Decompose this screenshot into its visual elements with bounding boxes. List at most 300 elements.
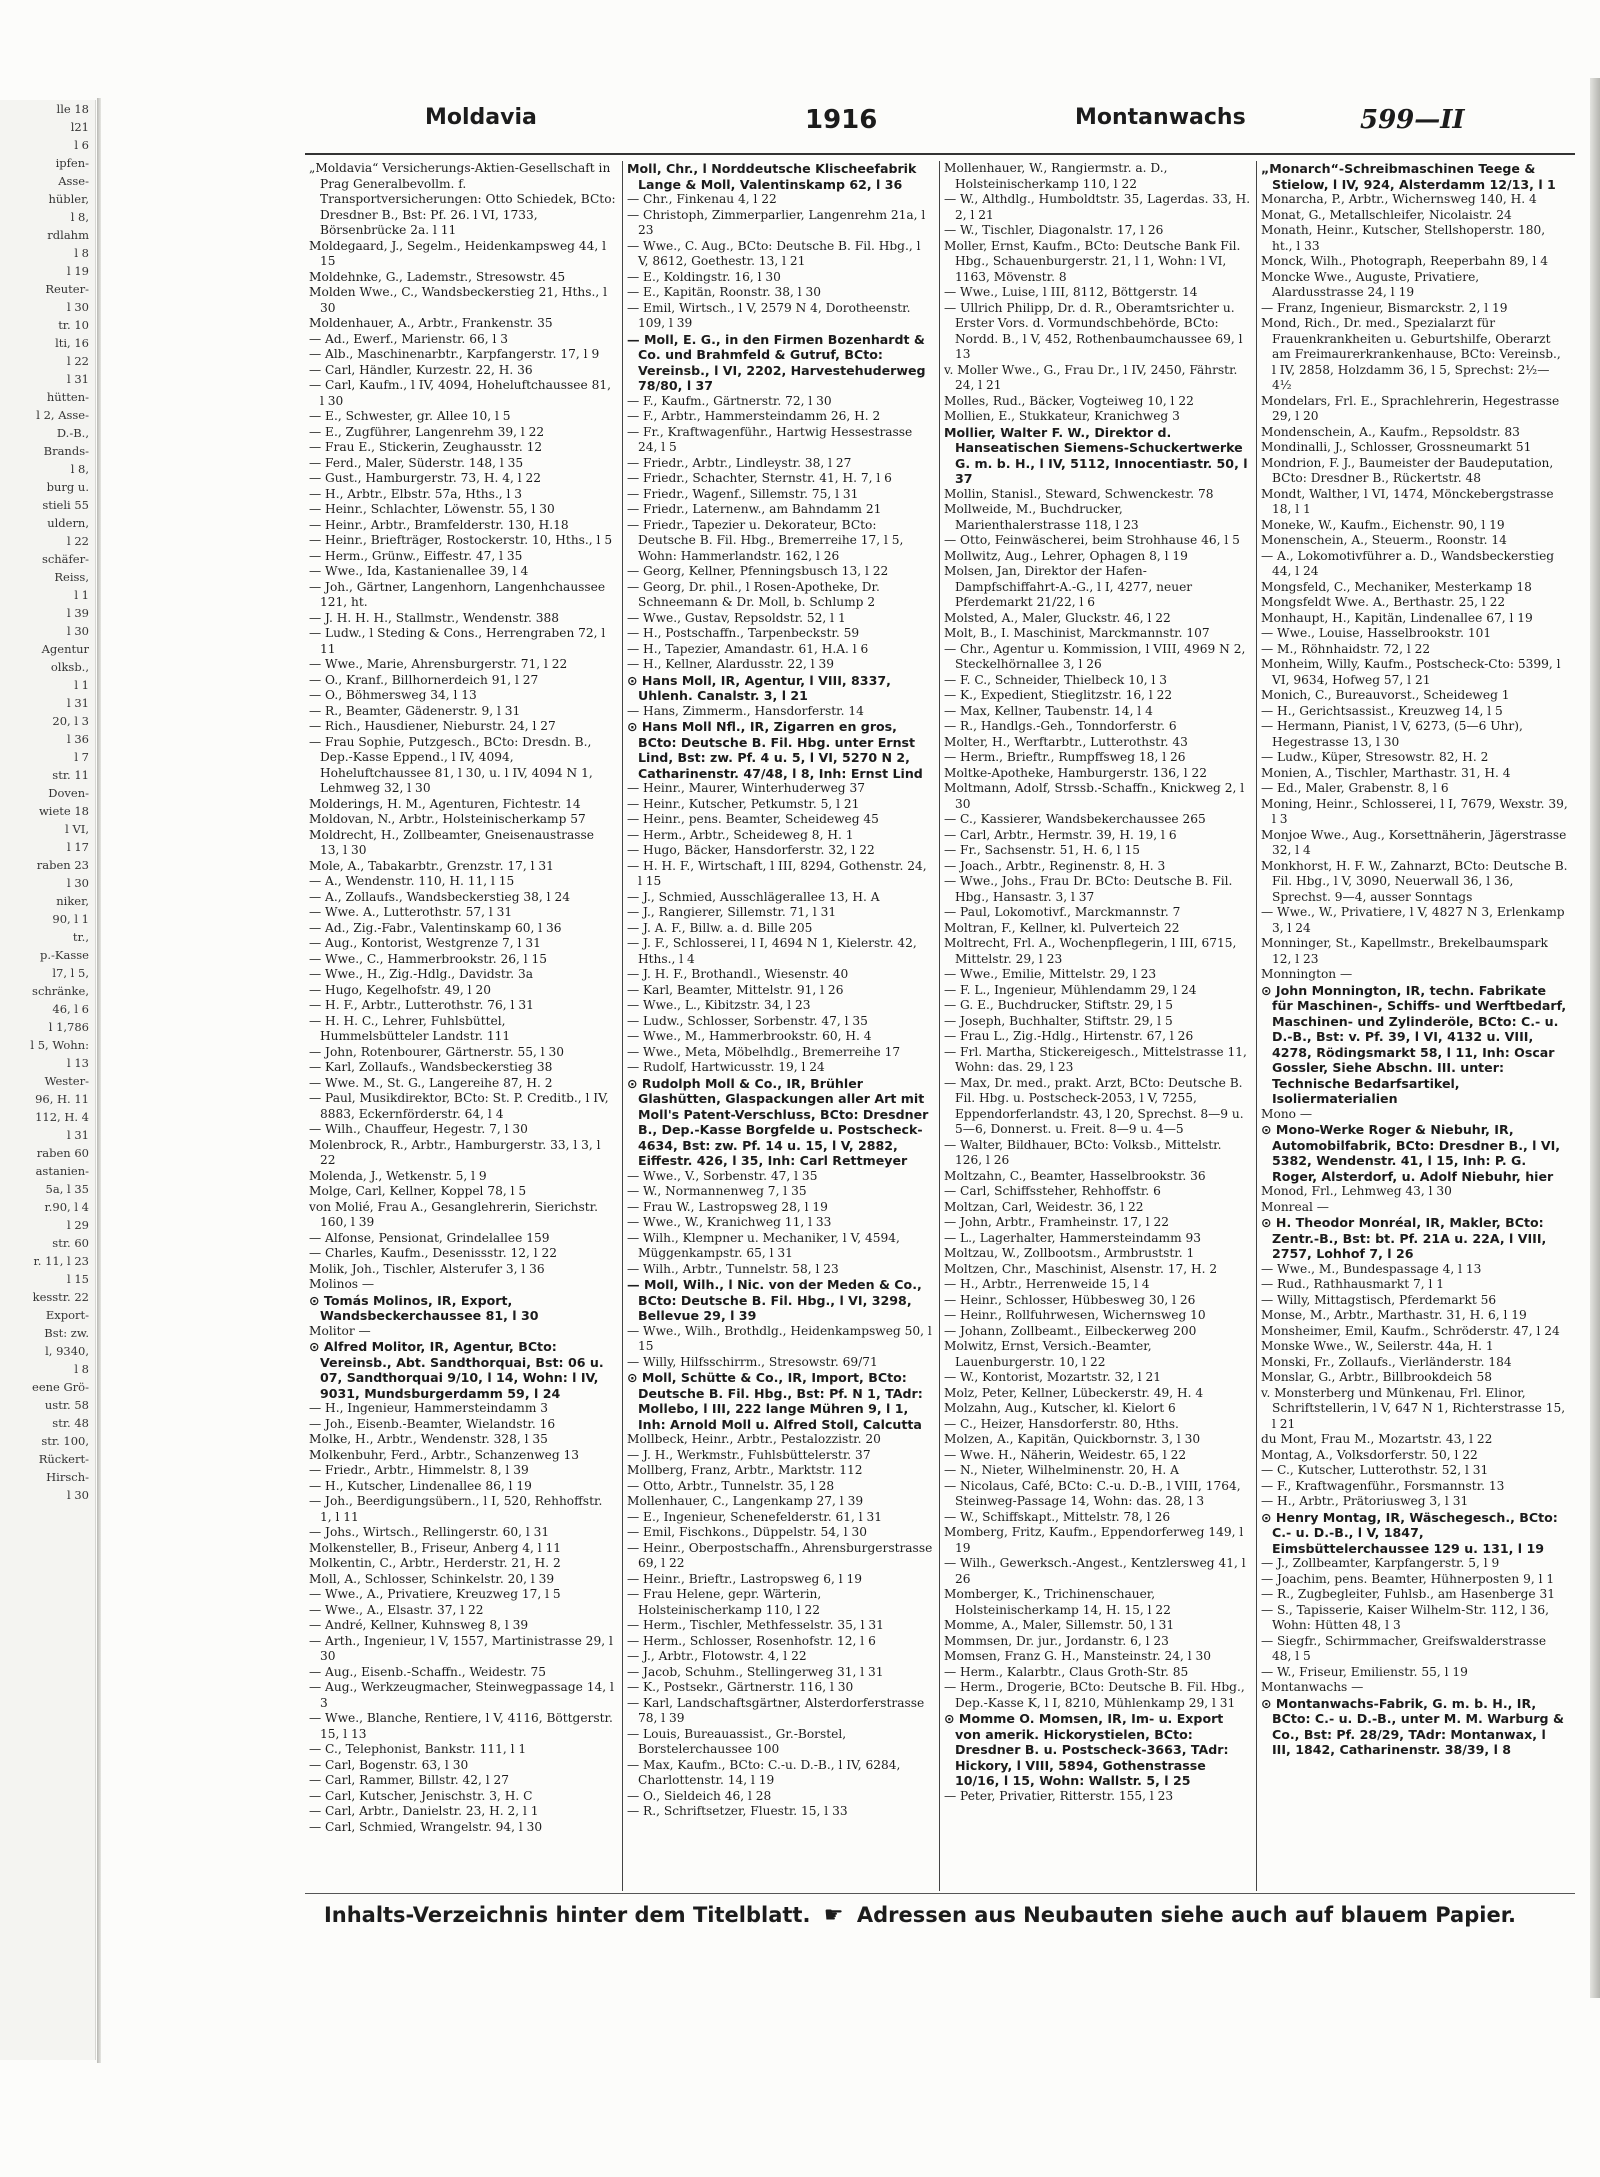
page-header xyxy=(125,105,1580,145)
directory-entry: — J., Arbtr., Flotowstr. 4, l 22 xyxy=(627,1649,807,1663)
directory-entry: — Wwe., L., Kibitzstr. 34, l 23 xyxy=(627,998,811,1012)
directory-entry: — R., Beamter, Gädenerstr. 9, l 31 xyxy=(309,703,521,718)
directory-entry: — J. H. H. H., Stallmstr., Wendenstr. 388 xyxy=(309,610,559,625)
directory-entry: — J. H., Werkmstr., Fuhlsbüttelerstr. 37 xyxy=(627,1447,871,1462)
directory-entry: — Max, Kaufm., BCto: C.-u. D.-B., l IV, 6284, Charlottenstr. 14, l 19 xyxy=(627,1757,901,1787)
directory-entry: Mondrion, F. J., Baumeister der Baudeputation, BCto: Dresdner B., Rückertstr. 48 xyxy=(1261,455,1554,485)
directory-entry: — Ed., Maler, Grabenstr. 8, l 6 xyxy=(1261,781,1449,795)
directory-entry: — Joh., Gärtner, Langenhorn, Langenhchaussee 121, ht. xyxy=(309,579,606,609)
directory-entry: Mollwitz, Aug., Lehrer, Ophagen 8, l 19 xyxy=(944,548,1188,563)
directory-entry: — W., Althdlg., Humboldtstr. 35, Lagerdas. 33, H. 2, l 21 xyxy=(944,192,1251,222)
directory-entry: — Wwe., H., Zig.-Hdlg., Davidstr. 3a xyxy=(309,967,534,981)
directory-entry: — Otto, Arbtr., Tunnelstr. 35, l 28 xyxy=(627,1478,835,1493)
strip-fragment: l 39 xyxy=(67,606,89,620)
column-1 xyxy=(305,161,622,1891)
directory-entry: Molinos — xyxy=(309,1277,375,1291)
directory-entry: — H., Tapezier, Amandastr. 61, H.A. l 6 xyxy=(627,641,869,656)
strip-fragment: niker, xyxy=(56,894,89,908)
directory-entry: — C., Heizer, Hansdorferstr. 80, Hths. xyxy=(944,1416,1179,1431)
directory-entry: — Heinr., pens. Beamter, Scheideweg 45 xyxy=(627,812,879,826)
directory-entry: — Ferd., Maler, Süderstr. 148, l 35 xyxy=(309,455,524,470)
strip-fragment: l, 9340, xyxy=(45,1344,89,1358)
directory-entry: — Frl. Martha, Stickereigesch., Mittelstrasse 11, Wohn: das. 29, l 23 xyxy=(944,1044,1247,1074)
directory-entry: — Friedr., Arbtr., Lindleystr. 38, l 27 xyxy=(627,455,852,470)
strip-fragment: hütten- xyxy=(46,390,89,404)
strip-fragment: 112, H. 4 xyxy=(35,1110,89,1124)
directory-entry: Monhaupt, H., Kapitän, Lindenallee 67, l 19 xyxy=(1261,610,1533,625)
directory-entry: — Ad., Zig.-Fabr., Valentinskamp 60, l 36 xyxy=(309,920,562,935)
strip-fragment: l 5, Wohn: xyxy=(30,1038,89,1052)
directory-entry: — Frau E., Stickerin, Zeughausstr. 12 xyxy=(309,440,543,454)
directory-entry: — F., Arbtr., Hammersteindamm 26, H. 2 xyxy=(627,409,881,423)
directory-entry: — F. C., Schneider, Thielbeck 10, l 3 xyxy=(944,672,1167,687)
directory-entry: — Johann, Zollbeamt., Eilbeckerweg 200 xyxy=(944,1323,1197,1338)
directory-entry: — Heinr., Briefträger, Rostockerstr. 10, Hths., l 5 xyxy=(309,533,613,547)
directory-entry: — Friedr., Laternenw., am Bahndamm 21 xyxy=(627,502,882,516)
directory-entry: — Wwe., A., Elsastr. 37, l 22 xyxy=(309,1602,484,1617)
directory-entry: — Wilh., Klempner u. Mechaniker, l V, 4594, Müggenkampstr. 65, l 31 xyxy=(627,1230,900,1260)
directory-entry: — Chr., Finkenau 4, l 22 xyxy=(627,192,777,206)
directory-entry: Moller, Ernst, Kaufm., BCto: Deutsche Bank Fil. Hbg., Schauenburgerstr. 21, l 1, Wohn: l VI, 1163, Mövenstr. 8 xyxy=(944,238,1241,284)
directory-entry: Mollien, E., Stukkateur, Kranichweg 3 xyxy=(944,409,1180,423)
strip-fragment: 46, l 6 xyxy=(52,1002,89,1016)
directory-entry: Mollweide, M., Buchdrucker, Marienthalerstrasse 118, l 23 xyxy=(944,502,1139,532)
directory-entry: — Wilh., Chauffeur, Hegestr. 7, l 30 xyxy=(309,1122,528,1136)
directory-entry: Monsheimer, Emil, Kaufm., Schröderstr. 47, l 24 xyxy=(1261,1323,1560,1338)
directory-entry: — Wwe., Emilie, Mittelstr. 29, l 23 xyxy=(944,967,1157,981)
previous-page-strip xyxy=(0,100,96,2060)
strip-fragment: raben 60 xyxy=(36,1146,89,1160)
directory-entry: — Carl, Kaufm., l IV, 4094, Hoheluftchaussee 81, l 30 xyxy=(309,378,611,408)
directory-entry: — Wwe., C. Aug., BCto: Deutsche B. Fil. Hbg., l V, 8612, Goethestr. 13, l 21 xyxy=(627,238,921,268)
directory-entry: Monck, Wilh., Photograph, Reeperbahn 89, l 4 xyxy=(1261,254,1548,268)
directory-entry: Molt, B., I. Maschinist, Marckmannstr. 107 xyxy=(944,626,1210,640)
directory-entry: Mond, Rich., Dr. med., Spezialarzt für Frauenkrankheiten u. Geburtshilfe, Oberarzt am Freimaurerkrankenhause, BCto: Vereinsb., l IV, 2858, Holzdamm 36, l 5, Sprechst: 2½—4½ xyxy=(1261,316,1561,392)
directory-entry: — O., Böhmersweg 34, l 13 xyxy=(309,688,477,702)
directory-entry: — W., Friseur, Emilienstr. 55, l 19 xyxy=(1261,1664,1468,1679)
directory-entry: — Chr., Agentur u. Kommission, l VIII, 4969 N 2, Steckelhörnallee 3, l 26 xyxy=(944,641,1246,671)
directory-entry: — S., Tapisserie, Kaiser Wilhelm-Str. 112, l 36, Wohn: Hütten 48, l 3 xyxy=(1261,1602,1549,1632)
directory-entry: Mommsen, Dr. jur., Jordanstr. 6, l 23 xyxy=(944,1633,1169,1648)
directory-page xyxy=(125,95,1580,2055)
directory-entry: — Rich., Hausdiener, Nieburstr. 24, l 27 xyxy=(309,719,556,733)
strip-fragment: l 29 xyxy=(67,1218,89,1232)
directory-entry: — Carl, Schiffssteher, Rehhoffstr. 6 xyxy=(944,1184,1161,1198)
directory-entry: Moll, Chr., l Norddeutsche Klischeefabrik Lange & Moll, Valentinskamp 62, l 36 xyxy=(627,161,917,192)
directory-entry: — Wilh., Gewerksch.-Angest., Kentzlersweg 41, l 26 xyxy=(944,1556,1246,1586)
directory-entry: Moltke-Apotheke, Hamburgerstr. 136, l 22 xyxy=(944,765,1208,780)
directory-entry: — Siegfr., Schirmmacher, Greifswalderstrasse 48, l 5 xyxy=(1261,1633,1547,1663)
directory-entry: ⊙ Mono-Werke Roger & Niebuhr, IR, Automobilfabrik, BCto: Dresdner B., l VI, 5382, Wendenstr. 41, l 15, Inh: P. G. Roger, Alsterdorf, u. Adolf Niebuhr, hier xyxy=(1261,1122,1561,1184)
strip-fragment: l 31 xyxy=(67,696,89,710)
directory-entry: — Otto, Feinwäscherei, beim Strohhause 46, l 5 xyxy=(944,533,1240,547)
strip-fragment: stieli 55 xyxy=(42,498,89,512)
directory-entry: — A., Lokomotivführer a. D., Wandsbeckerstieg 44, l 24 xyxy=(1261,548,1555,578)
strip-fragment: Agentur xyxy=(41,642,89,656)
directory-entry: — Alb., Maschinenarbtr., Karpfangerstr. 17, l 9 xyxy=(309,347,600,361)
column-4 xyxy=(1256,161,1573,1891)
directory-entry: — J., Schmied, Ausschlägerallee 13, H. A xyxy=(627,889,880,904)
directory-entry: — E., Kapitän, Roonstr. 38, l 30 xyxy=(627,285,822,299)
directory-entry: Momme, A., Maler, Sillemstr. 50, l 31 xyxy=(944,1618,1175,1632)
strip-fragment: p.-Kasse xyxy=(40,948,89,962)
strip-fragment: str. 48 xyxy=(52,1416,89,1430)
directory-entry: — Heinr., Brieftr., Lastropsweg 6, l 19 xyxy=(627,1571,862,1586)
pointing-hand-icon: ☛ xyxy=(823,1903,844,1928)
directory-entry: Molwitz, Ernst, Versich.-Beamter, Lauenburgerstr. 10, l 22 xyxy=(944,1339,1152,1369)
directory-entry: — W., Tischler, Diagonalstr. 17, l 26 xyxy=(944,223,1164,237)
directory-entry: — R., Schriftsetzer, Fluestr. 15, l 33 xyxy=(627,1804,848,1818)
directory-entry: Moldovan, N., Arbtr., Holsteinischerkamp 57 xyxy=(309,812,586,826)
strip-fragment: D.-B., xyxy=(56,426,89,440)
directory-entry: — M., Röhnhaidstr. 72, l 22 xyxy=(1261,641,1431,656)
directory-entry: Moning, Heinr., Schlosserei, l I, 7679, Wexstr. 39, l 3 xyxy=(1261,796,1568,826)
header-rule xyxy=(305,153,1575,155)
directory-entry: — L., Lagerhalter, Hammersteindamm 93 xyxy=(944,1230,1202,1245)
directory-entry: — H., Gerichtsassist., Kreuzweg 14, l 5 xyxy=(1261,703,1503,718)
directory-entry: Molz, Peter, Kellner, Lübeckerstr. 49, H. 4 xyxy=(944,1385,1204,1400)
directory-entry: — Heinr., Oberpostschaffn., Ahrensburgerstrasse 69, l 22 xyxy=(627,1540,933,1570)
directory-entry: — Heinr., Schlosser, Hübbesweg 30, l 26 xyxy=(944,1292,1196,1307)
directory-entry: — Heinr., Arbtr., Bramfelderstr. 130, H.18 xyxy=(309,517,569,532)
directory-entry: Molden Wwe., C., Wandsbeckerstieg 21, Hths., l 30 xyxy=(309,285,608,315)
directory-entry: — Hermann, Pianist, l V, 6273, (5—6 Uhr), Hegestrasse 13, l 30 xyxy=(1261,719,1523,749)
directory-entry: Mollbeck, Heinr., Arbtr., Pestalozzistr. 20 xyxy=(627,1432,881,1446)
strip-fragment: l 22 xyxy=(67,354,89,368)
directory-entry: — Wwe., Luise, l III, 8112, Böttgerstr. 14 xyxy=(944,285,1198,299)
directory-entry: Molkentin, C., Arbtr., Herderstr. 21, H. 2 xyxy=(309,1556,561,1570)
directory-entry: — W., Kontorist, Mozartstr. 32, l 21 xyxy=(944,1370,1162,1384)
directory-entry: Momsen, Franz G. H., Mansteinstr. 24, l 30 xyxy=(944,1649,1212,1663)
directory-entry: Monheim, Willy, Kaufm., Postscheck-Cto: 5399, l VI, 9634, Hofweg 57, l 21 xyxy=(1261,657,1561,687)
directory-entry: — Friedr., Schachter, Sternstr. 41, H. 7, l 6 xyxy=(627,471,892,485)
directory-entry: — Wwe., Johs., Frau Dr. BCto: Deutsche B. Fil. Hbg., Hansastr. 3, l 37 xyxy=(944,874,1233,904)
strip-fragment: eene Grö- xyxy=(32,1380,89,1394)
directory-entry: — Gust., Hamburgerstr. 73, H. 4, l 22 xyxy=(309,471,541,485)
directory-entry: — Alfonse, Pensionat, Grindelallee 159 xyxy=(309,1230,550,1245)
header-year: 1916 xyxy=(805,105,878,135)
directory-entry: ⊙ John Monnington, IR, techn. Fabrikate für Maschinen-, Schiffs- und Werftbedarf, Maschinen- und Zylinderöle, BCto: C.- u. D.-B., Bst: v. Pf. 39, l VI, 4132 u. VIII, 4278, Rödingsmarkt 58, l 11, Inh: Oscar Gossler, Siehe Abschn. III. unter: Technische Bedarfsartikel, Isoliermaterialien xyxy=(1261,982,1567,1106)
strip-fragment: Hirsch- xyxy=(46,1470,89,1484)
strip-fragment: tr., xyxy=(72,930,89,944)
directory-entry: — Wwe. A., Lutterothstr. 57, l 31 xyxy=(309,905,513,919)
directory-entry: — Joseph, Buchhalter, Stiftstr. 29, l 5 xyxy=(944,1013,1173,1028)
directory-entry: — F., Kaufm., Gärtnerstr. 72, l 30 xyxy=(627,393,832,408)
directory-entry: — Heinr., Rollfuhrwesen, Wichernsweg 10 xyxy=(944,1308,1206,1322)
strip-fragment: uldern, xyxy=(47,516,89,530)
directory-entry: ⊙ Rudolph Moll & Co., IR, Brühler Glashütten, Glaspackungen aller Art mit Moll's Patent-Verschluss, BCto: Dresdner B., Dep.-Kasse Borgfelde u. Postscheck-4634, Bst: zw. Pf. 14 u. 15, l V, 2882, Eiffestr. 426, l 35, Inh: Carl Rettmeyer xyxy=(627,1075,929,1168)
strip-fragment: kesstr. 22 xyxy=(32,1290,89,1304)
strip-fragment: l 8, xyxy=(70,462,89,476)
page-number: 599—II xyxy=(1360,105,1465,135)
directory-entry: ⊙ Hans Moll, IR, Agentur, l VIII, 8337, Uhlenh. Canalstr. 3, l 21 xyxy=(627,672,891,703)
strip-fragment: l 8 xyxy=(74,1362,89,1376)
strip-fragment: l 30 xyxy=(67,624,89,638)
directory-entry: — A., Wendenstr. 110, H. 11, l 15 xyxy=(309,874,515,888)
directory-entry: — J. F., Schlosserei, l I, 4694 N 1, Kielerstr. 42, Hths., l 4 xyxy=(627,936,917,966)
directory-entry: Mondt, Walther, l VI, 1474, Mönckebergstrasse 18, l 1 xyxy=(1261,486,1554,516)
directory-entry: — Aug., Eisenb.-Schaffn., Weidestr. 75 xyxy=(309,1664,547,1679)
page-footer xyxy=(270,1903,1570,1928)
directory-entry: — Hugo, Bäcker, Hansdorferstr. 32, l 22 xyxy=(627,843,875,857)
directory-entry: Moldegaard, J., Segelm., Heidenkampsweg 44, l 15 xyxy=(309,238,606,268)
directory-entry: — Ullrich Philipp, Dr. d. R., Oberamtsrichter u. Erster Vors. d. Vormundschbehörde, BCto: Nordd. B., l V, 452, Rothenbaumchaussee 69, l 13 xyxy=(944,300,1243,361)
header-right-keyword: Montanwachs xyxy=(1075,105,1246,130)
directory-entry: Moltmann, Adolf, Strssb.-Schaffn., Knickweg 2, l 30 xyxy=(944,781,1245,811)
directory-entry: — W., Normannenweg 7, l 35 xyxy=(627,1184,807,1198)
directory-entry: ⊙ Momme O. Momsen, IR, Im- u. Export von amerik. Hickorystielen, BCto: Dresdner B. u. Postscheck-3663, TAdr: Hickory, l VIII, 5894, Gothenstrasse 10/16, l 15, Wohn: Wallstr. 5, l 25 xyxy=(944,1711,1229,1788)
directory-entry: — Ludw., l Steding & Cons., Herrengraben 72, l 11 xyxy=(309,626,606,656)
directory-entry: — E., Zugführer, Langenrehm 39, l 22 xyxy=(309,424,545,439)
directory-entry: — C., Kutscher, Lutterothstr. 52, l 31 xyxy=(1261,1463,1489,1477)
directory-entry: — Walter, Bildhauer, BCto: Volksb., Mittelstr. 126, l 26 xyxy=(944,1137,1222,1167)
directory-entry: Molkenbuhr, Ferd., Arbtr., Schanzenweg 13 xyxy=(309,1447,580,1462)
directory-entry: ⊙ Moll, Schütte & Co., IR, Import, BCto: Deutsche B. Fil. Hbg., Bst: Pf. N 1, TAdr: Mollebo, l III, 222 lange Mühren 9, l 1, Inh: Arnold Moll u. Alfred Stoll, Calcutta xyxy=(627,1370,923,1432)
directory-entry: — O., Kranf., Billhornerdeich 91, l 27 xyxy=(309,672,539,687)
directory-entry: — John, Rotenbourer, Gärtnerstr. 55, l 30 xyxy=(309,1044,565,1059)
directory-entry: — Karl, Landschaftsgärtner, Alsterdorferstrasse 78, l 39 xyxy=(627,1695,925,1725)
directory-entry: — Christoph, Zimmerparlier, Langenrehm 21a, l 23 xyxy=(627,207,926,237)
directory-entry: — Joh., Eisenb.-Beamter, Wielandstr. 16 xyxy=(309,1416,556,1431)
directory-entry: Moltran, F., Kellner, kl. Pulverteich 22 xyxy=(944,920,1180,935)
directory-entry: — Moll, Wilh., l Nic. von der Meden & Co., BCto: Deutsche B. Fil. Hbg., l VI, 3298, Bellevue 29, l 39 xyxy=(627,1277,922,1323)
strip-fragment: schäfer- xyxy=(41,552,89,566)
directory-entry: — Frau Helene, gepr. Wärterin, Holsteinischerkamp 110, l 22 xyxy=(627,1587,822,1617)
directory-entry: Moltzan, Carl, Weidestr. 36, l 22 xyxy=(944,1199,1144,1214)
footer-new-buildings-note: Adressen aus Neubauten siehe auch auf blauem Papier. xyxy=(856,1903,1517,1927)
directory-entry: — Wwe., Gustav, Repsoldstr. 52, l 1 xyxy=(627,610,846,625)
directory-entry: Monarcha, P., Arbtr., Wichernsweg 140, H. 4 xyxy=(1261,192,1537,206)
strip-fragment: wiete 18 xyxy=(38,804,89,818)
directory-entry: — Carl, Schmied, Wrangelstr. 94, l 30 xyxy=(309,1819,543,1834)
directory-entry: — K., Expedient, Stieglitzstr. 16, l 22 xyxy=(944,688,1173,702)
directory-entry: von Molié, Frau A., Gesanglehrerin, Sierichstr. 160, l 39 xyxy=(309,1199,599,1229)
strip-fragment: l 8, xyxy=(70,210,89,224)
directory-entry: Moltrecht, Frl. A., Wochenpflegerin, l III, 6715, Mittelstr. 29, l 23 xyxy=(944,936,1237,966)
directory-entry: — Fr., Kraftwagenführ., Hartwig Hessestrasse 24, l 5 xyxy=(627,424,913,454)
directory-entry: — Wwe. M., St. G., Langereihe 87, H. 2 xyxy=(309,1075,553,1090)
directory-columns xyxy=(305,161,1575,1891)
strip-fragment: l 7 xyxy=(74,750,89,764)
strip-fragment: l 1 xyxy=(74,588,89,602)
directory-entry: — Nicolaus, Café, BCto: C.-u. D.-B., l VIII, 1764, Steinweg-Passage 14, Wohn: das. 28, l 3 xyxy=(944,1478,1241,1508)
directory-entry: Moltzau, W., Zollbootsm., Armbruststr. 1 xyxy=(944,1246,1195,1260)
directory-entry: — Franz, Ingenieur, Bismarckstr. 2, l 19 xyxy=(1261,300,1508,315)
strip-fragment: astanien- xyxy=(35,1164,89,1178)
directory-entry: — Carl, Kutscher, Jenischstr. 3, H. C xyxy=(309,1788,533,1803)
directory-entry: „Monarch“-Schreibmaschinen Teege & Stielow, l IV, 924, Alsterdamm 12/13, l 1 xyxy=(1261,161,1556,192)
directory-entry: Molter, H., Werftarbtr., Lutterothstr. 43 xyxy=(944,734,1188,749)
column-2 xyxy=(622,161,939,1891)
directory-entry: Momberg, Fritz, Kaufm., Eppendorferweg 149, l 19 xyxy=(944,1525,1244,1555)
directory-entry: — J., Rangierer, Sillemstr. 71, l 31 xyxy=(627,905,837,919)
directory-entry: ⊙ Tomás Molinos, IR, Export, Wandsbeckerchaussee 81, l 30 xyxy=(309,1292,539,1323)
directory-entry: — Louis, Bureauassist., Gr.-Borstel, Borstelerchaussee 100 xyxy=(627,1726,847,1756)
directory-entry: — Emil, Wirtsch., l V, 2579 N 4, Dorotheenstr. 109, l 39 xyxy=(627,300,911,330)
strip-fragment: r.90, l 4 xyxy=(44,1200,89,1214)
directory-entry: — E., Schwester, gr. Allee 10, l 5 xyxy=(309,409,511,423)
directory-entry: — Carl, Bogenstr. 63, l 30 xyxy=(309,1757,469,1772)
directory-entry: Momberger, K., Trichinenschauer, Holsteinischerkamp 14, H. 15, l 22 xyxy=(944,1587,1171,1617)
directory-entry: — Johs., Wirtsch., Rellingerstr. 60, l 31 xyxy=(309,1525,550,1539)
strip-fragment: hübler, xyxy=(48,192,89,206)
strip-fragment: l 22 xyxy=(67,534,89,548)
directory-entry: — Wwe., Louise, Hasselbrookstr. 101 xyxy=(1261,626,1492,640)
directory-entry: Mollenhauer, C., Langenkamp 27, l 39 xyxy=(627,1494,864,1508)
directory-entry: — Georg, Dr. phil., l Rosen-Apotheke, Dr. Schneemann & Dr. Moll, b. Schlump 2 xyxy=(627,579,880,609)
directory-entry: Moldenhauer, A., Arbtr., Frankenstr. 35 xyxy=(309,316,553,330)
strip-fragment: Brands- xyxy=(43,444,89,458)
strip-fragment: 5a, l 35 xyxy=(45,1182,89,1196)
directory-entry: — Wwe., W., Kranichweg 11, l 33 xyxy=(627,1215,832,1229)
directory-entry: Monich, C., Bureauvorst., Scheideweg 1 xyxy=(1261,688,1510,702)
strip-fragment: Wester- xyxy=(44,1074,89,1088)
strip-fragment: ipfen- xyxy=(55,156,89,170)
directory-entry: Mollenhauer, W., Rangiermstr. a. D., Holsteinischerkamp 110, l 22 xyxy=(944,161,1168,191)
strip-fragment: l 30 xyxy=(67,300,89,314)
directory-entry: Molles, Rud., Bäcker, Vogteiweg 10, l 22 xyxy=(944,393,1194,408)
directory-entry: — Wwe., V., Sorbenstr. 47, l 35 xyxy=(627,1168,818,1183)
directory-entry: Monien, A., Tischler, Marthastr. 31, H. 4 xyxy=(1261,765,1511,780)
directory-entry: Montag, A., Volksdorferstr. 50, l 22 xyxy=(1261,1447,1478,1462)
strip-fragment: l 6 xyxy=(74,138,89,152)
directory-entry: Mondinalli, J., Schlosser, Grossneumarkt 51 xyxy=(1261,440,1532,454)
directory-entry: Monnington — xyxy=(1261,967,1353,981)
directory-entry: Moltzen, Chr., Maschinist, Alsenstr. 17, H. 2 xyxy=(944,1261,1218,1276)
directory-entry: Molik, Joh., Tischler, Alsterufer 3, l 36 xyxy=(309,1261,545,1276)
column-3 xyxy=(939,161,1256,1891)
directory-entry: — H., Arbtr., Elbstr. 57a, Hths., l 3 xyxy=(309,486,523,501)
directory-entry: Monjoe Wwe., Aug., Korsettnäherin, Jägerstrasse 32, l 4 xyxy=(1261,827,1567,857)
strip-fragment: l 19 xyxy=(67,264,89,278)
directory-entry: — André, Kellner, Kuhnsweg 8, l 39 xyxy=(309,1618,529,1632)
directory-entry: — H., Kellner, Alardusstr. 22, l 39 xyxy=(627,657,835,671)
directory-entry: — R., Handlgs.-Geh., Tonndorferstr. 6 xyxy=(944,719,1177,733)
directory-entry: — Fr., Sachsenstr. 51, H. 6, l 15 xyxy=(944,843,1141,857)
directory-entry: Moll, A., Schlosser, Schinkelstr. 20, l 39 xyxy=(309,1571,555,1586)
directory-entry: — Herm., Drogerie, BCto: Deutsche B. Fil. Hbg., Dep.-Kasse K, l I, 8210, Mühlenkamp 29, l 31 xyxy=(944,1680,1245,1710)
directory-entry: Monninger, St., Kapellmstr., Brekelbaumspark 12, l 23 xyxy=(1261,936,1548,966)
directory-entry: — Ad., Ewerf., Marienstr. 66, l 3 xyxy=(309,331,509,346)
directory-entry: — W., Schiffskapt., Mittelstr. 78, l 26 xyxy=(944,1509,1171,1524)
directory-entry: — A., Zollaufs., Wandsbeckerstieg 38, l 24 xyxy=(309,889,570,904)
directory-entry: — Rudolf, Hartwicusstr. 19, l 24 xyxy=(627,1060,825,1074)
directory-entry: Monse, M., Arbtr., Marthastr. 31, H. 6, l 19 xyxy=(1261,1308,1527,1322)
directory-entry: — C., Kassierer, Wandsbekerchaussee 265 xyxy=(944,812,1206,826)
book-gutter xyxy=(97,98,101,2063)
strip-fragment: l 31 xyxy=(67,372,89,386)
strip-fragment: l 8 xyxy=(74,246,89,260)
strip-fragment: l 2, Asse- xyxy=(36,408,89,422)
directory-entry: Mondenschein, A., Kaufm., Repsoldstr. 83 xyxy=(1261,424,1520,439)
directory-entry: — G. E., Buchdrucker, Stiftstr. 29, l 5 xyxy=(944,998,1173,1012)
directory-entry: Molke, H., Arbtr., Wendenstr. 328, l 35 xyxy=(309,1432,548,1446)
directory-entry: — H. F., Arbtr., Lutterothstr. 76, l 31 xyxy=(309,998,534,1012)
directory-entry: „Moldavia“ Versicherungs-Aktien-Gesellschaft in Prag Generalbevollm. f. Transportversicherungen: Otto Schiedek, BCto: Dresdner B., Bst: Pf. 26. l VI, 1733, Börsenbrücke 2a. l 11 xyxy=(309,161,616,237)
strip-fragment: r. 11, l 23 xyxy=(33,1254,89,1268)
strip-fragment: str. 11 xyxy=(52,768,89,782)
directory-entry: — Wwe., Blanche, Rentiere, l V, 4116, Böttgerstr. 15, l 13 xyxy=(309,1711,613,1741)
directory-entry: — Wwe., C., Hammerbrookstr. 26, l 15 xyxy=(309,951,548,966)
strip-fragment: Export- xyxy=(45,1308,89,1322)
directory-entry: — Emil, Fischkons., Düppelstr. 54, l 30 xyxy=(627,1525,868,1539)
directory-entry: — Carl, Rammer, Billstr. 42, l 27 xyxy=(309,1773,509,1787)
directory-entry: Moldehnke, G., Lademstr., Stresowstr. 45 xyxy=(309,269,566,284)
directory-entry: — Frau W., Lastropsweg 28, l 19 xyxy=(627,1199,828,1214)
directory-entry: — Charles, Kaufm., Desenissstr. 12, l 22 xyxy=(309,1246,557,1260)
directory-entry: — Wwe., A., Privatiere, Kreuzweg 17, l 5 xyxy=(309,1587,561,1601)
directory-entry: — N., Nieter, Wilhelminenstr. 20, H. A xyxy=(944,1463,1179,1477)
directory-entry: — J. A. F., Billw. a. d. Bille 205 xyxy=(627,920,813,935)
strip-fragment: tr. 10 xyxy=(58,318,89,332)
directory-entry: v. Monsterberg und Münkenau, Frl. Elinor, Schriftstellerin, l V, 647 N 1, Richterstrasse 15, l 21 xyxy=(1261,1385,1566,1431)
directory-entry: Mondelars, Frl. E., Sprachlehrerin, Hegestrasse 29, l 20 xyxy=(1261,393,1560,423)
directory-entry: — J. H. F., Brothandl., Wiesenstr. 40 xyxy=(627,967,849,981)
strip-fragment: schränke, xyxy=(32,984,89,998)
directory-entry: ⊙ Montanwachs-Fabrik, G. m. b. H., IR, BCto: C.- u. D.-B., unter M. M. Warburg & Co., Bst: Pf. 28/29, TAdr: Montanwax, l III, 1842, Catharinenstr. 38/39, l 8 xyxy=(1261,1695,1564,1757)
strip-fragment: ustr. 58 xyxy=(44,1398,89,1412)
directory-entry: ⊙ Hans Moll Nfl., IR, Zigarren en gros, BCto: Deutsche B. Fil. Hbg. unter Ernst Lind, Bst: zw. Pf. 4 u. 5, l VI, 5270 N 2, Catharinenstr. 47/48, l 8, Inh: Ernst Lind xyxy=(627,719,923,781)
strip-fragment: olksb., xyxy=(50,660,89,674)
directory-entry: — F., Kraftwagenführ., Forsmannstr. 13 xyxy=(1261,1478,1505,1493)
directory-entry: — O., Sieldeich 46, l 28 xyxy=(627,1788,772,1803)
strip-fragment: 20, l 3 xyxy=(52,714,89,728)
directory-entry: — Rud., Rathhausmarkt 7, l 1 xyxy=(1261,1277,1445,1291)
directory-entry: Molge, Carl, Kellner, Koppel 78, l 5 xyxy=(309,1184,527,1198)
directory-entry: Monreal — xyxy=(1261,1199,1329,1214)
directory-entry: — Friedr., Tapezier u. Dekorateur, BCto: Deutsche B. Fil. Hbg., Bremerreihe 17, l 5, Wohn: Hammerlandstr. 162, l 26 xyxy=(627,517,904,563)
directory-entry: ⊙ Henry Montag, IR, Wäschegesch., BCto: C.- u. D.-B., l V, 1847, Eimsbüttelerchaussee 129 u. 131, l 19 xyxy=(1261,1509,1558,1556)
directory-entry: Moldrecht, H., Zollbeamter, Gneisenaustrasse 13, l 30 xyxy=(309,827,595,857)
directory-entry: — K., Postsekr., Gärtnerstr. 116, l 30 xyxy=(627,1680,854,1694)
directory-entry: ⊙ H. Theodor Monréal, IR, Makler, BCto: Zentr.-B., Bst: bt. Pf. 21A u. 22A, l VIII, 2757, Lohhof 7, l 26 xyxy=(1261,1215,1547,1261)
strip-fragment: burg u. xyxy=(46,480,89,494)
directory-entry: ⊙ Alfred Molitor, IR, Agentur, BCto: Vereinsb., Abt. Sandthorquai, Bst: 06 u. 07, Sandthorquai 9/10, l 14, Wohn: l IV, 9031, Mundsburgerdamm 59, l 24 xyxy=(309,1339,604,1401)
directory-entry: — H., Arbtr., Herrenweide 15, l 4 xyxy=(944,1277,1150,1291)
directory-entry: v. Moller Wwe., G., Frau Dr., l IV, 2450, Fährstr. 24, l 21 xyxy=(944,362,1238,392)
directory-entry: — Wwe., Marie, Ahrensburgerstr. 71, l 22 xyxy=(309,657,568,671)
directory-entry: Monski, Fr., Zollaufs., Vierländerstr. 184 xyxy=(1261,1354,1512,1369)
strip-fragment: Reiss, xyxy=(54,570,89,584)
directory-entry: Moltzahn, C., Beamter, Hasselbrookstr. 36 xyxy=(944,1168,1206,1183)
directory-entry: Molderings, H. M., Agenturen, Fichtestr. 14 xyxy=(309,796,581,811)
footer-rule xyxy=(305,1893,1575,1894)
directory-entry: — F. L., Ingenieur, Mühlendamm 29, l 24 xyxy=(944,982,1197,997)
directory-entry: — Paul, Lokomotivf., Marckmannstr. 7 xyxy=(944,905,1181,919)
page-edge xyxy=(1590,78,1600,1998)
directory-entry: — H., Arbtr., Prätoriusweg 3, l 31 xyxy=(1261,1494,1469,1508)
directory-entry: — H., Postschaffn., Tarpenbeckstr. 59 xyxy=(627,626,860,640)
strip-fragment: Rückert- xyxy=(38,1452,89,1466)
directory-entry: — Herm., Grünw., Eiffestr. 47, l 35 xyxy=(309,548,523,563)
directory-entry: Monslar, G., Arbtr., Billbrookdeich 58 xyxy=(1261,1370,1492,1384)
directory-entry: Monath, Heinr., Kutscher, Stellshoperstr. 180, ht., l 33 xyxy=(1261,223,1546,253)
strip-fragment: l VI, xyxy=(65,822,89,836)
directory-entry: — Herm., Kalarbtr., Claus Groth-Str. 85 xyxy=(944,1664,1189,1679)
directory-entry: Mongsfeld, C., Mechaniker, Mesterkamp 18 xyxy=(1261,579,1532,594)
directory-entry: — Wilh., Arbtr., Tunnelstr. 58, l 23 xyxy=(627,1261,839,1276)
directory-entry: — Joachim, pens. Beamter, Hühnerposten 9, l 1 xyxy=(1261,1571,1555,1586)
directory-entry: Molsen, Jan, Direktor der Hafen-Dampfschiffahrt-A.-G., l I, 4277, neuer Pferdemarkt 21/22, l 6 xyxy=(944,564,1193,609)
directory-entry: — Herm., Schlosser, Rosenhofstr. 12, l 6 xyxy=(627,1633,876,1648)
strip-fragment: lle 18 xyxy=(56,102,89,116)
directory-entry: Molkensteller, B., Friseur, Anberg 4, l 11 xyxy=(309,1540,562,1555)
strip-fragment: l 17 xyxy=(67,840,89,854)
strip-fragment: 96, H. 11 xyxy=(35,1092,89,1106)
directory-entry: Mollin, Stanisl., Steward, Schwenckestr. 78 xyxy=(944,486,1214,501)
directory-entry: — Aug., Werkzeugmacher, Steinwegpassage 14, l 3 xyxy=(309,1680,614,1710)
directory-entry: Monenschein, A., Steuerm., Roonstr. 14 xyxy=(1261,533,1507,547)
